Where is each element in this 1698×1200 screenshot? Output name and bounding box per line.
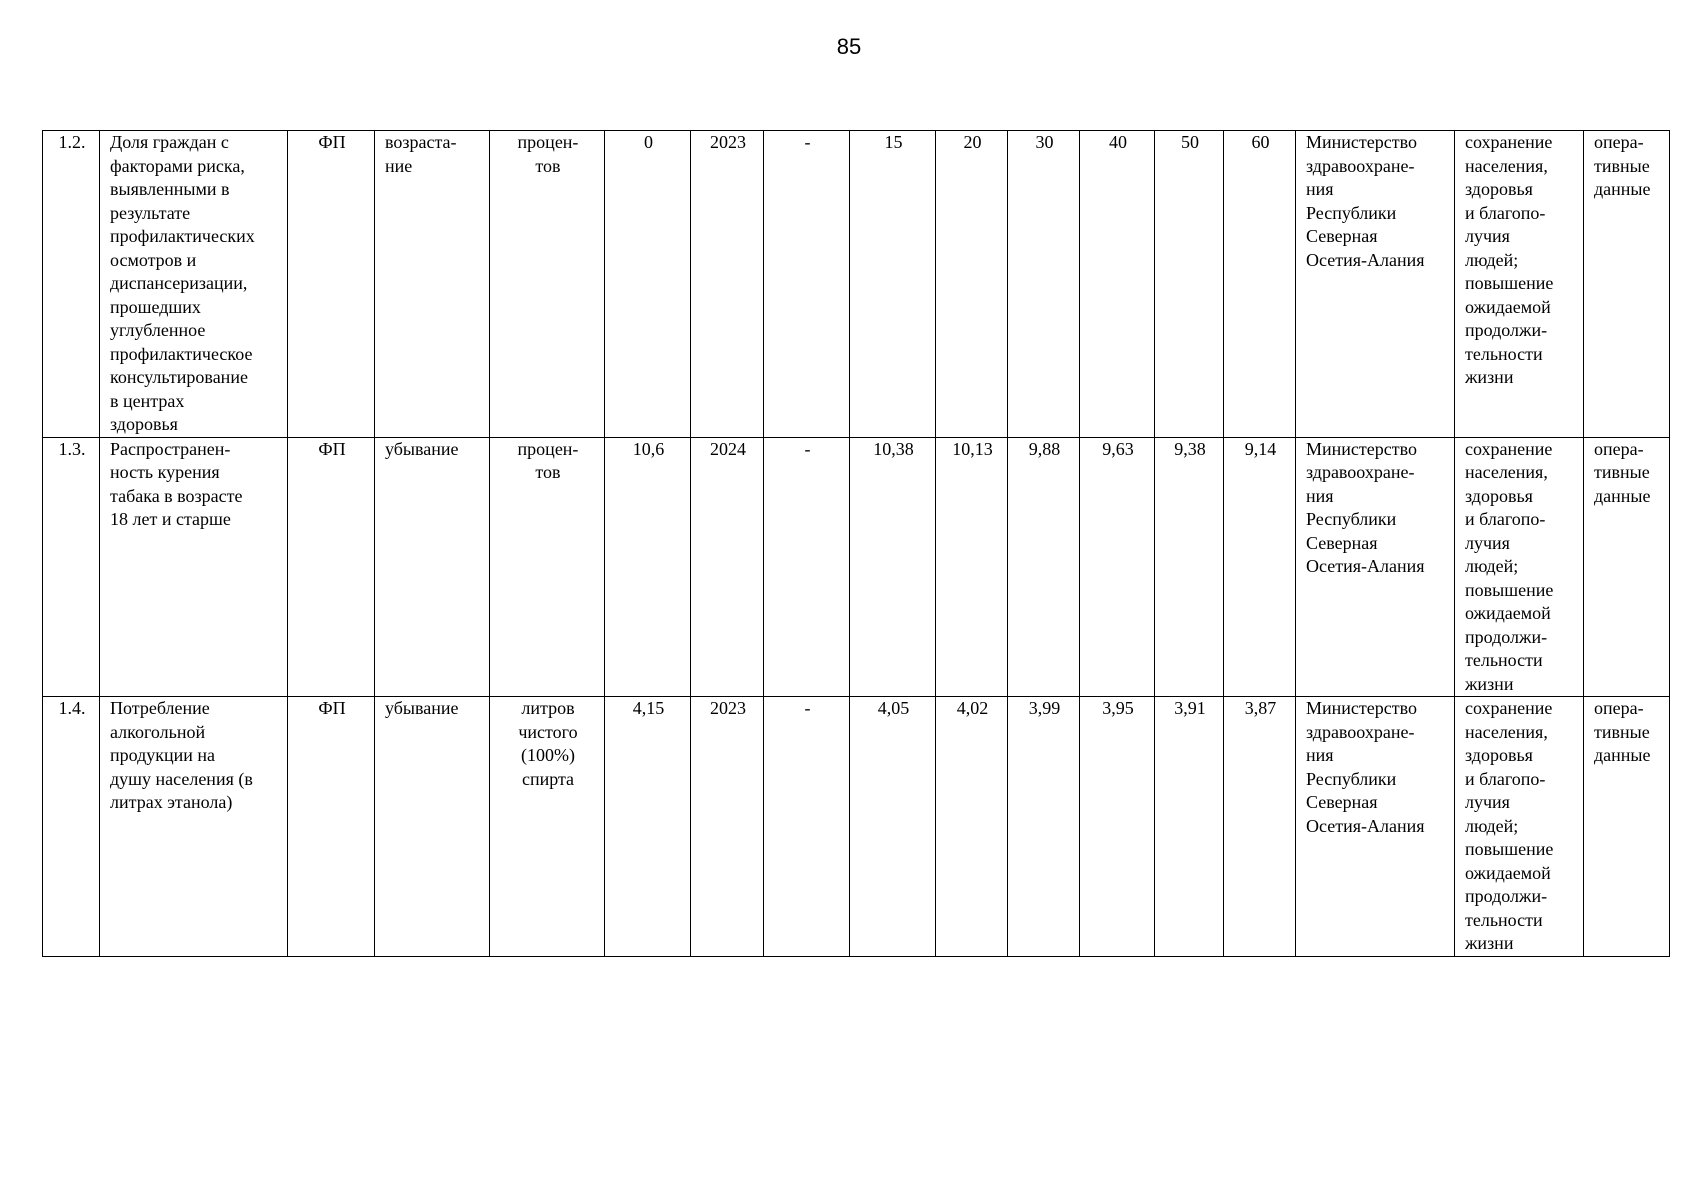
cell-responsible-line: Северная	[1306, 532, 1378, 553]
cell-responsible-line: Министерство	[1306, 698, 1417, 718]
cell-direction-line: ние	[385, 155, 413, 176]
cell-goal-line: лучия	[1465, 532, 1510, 553]
cell-value-2030: 9,14	[1224, 437, 1296, 697]
cell-responsible-line: Осетия-Алания	[1306, 556, 1425, 576]
cell-info-system-line: тивные	[1594, 721, 1650, 742]
cell-level: ФП	[288, 131, 375, 438]
cell-value-2024: -	[764, 697, 850, 957]
cell-responsible-line: Осетия-Алания	[1306, 815, 1425, 836]
cell-indicator-name-line: продукции на	[110, 745, 216, 765]
cell-goal-line: продолжи-	[1465, 886, 1548, 906]
cell-info-system-line: данные	[1594, 179, 1651, 199]
cell-indicator-name-line: литрах этанола)	[110, 792, 233, 812]
cell-value-2025: 4,05	[850, 697, 936, 957]
cell-base-year: 2023	[691, 697, 764, 957]
cell-info-system-line: опера-	[1594, 132, 1644, 152]
cell-direction	[375, 437, 490, 697]
cell-base-value: 4,15	[605, 697, 691, 957]
page-number: 85	[836, 34, 862, 59]
cell-info-system-line: тивные	[1594, 462, 1650, 482]
cell-goal-line: жизни	[1465, 367, 1514, 387]
cell-indicator-name-line: осмотров и	[110, 249, 197, 270]
cell-goal-line: продолжи-	[1465, 320, 1548, 340]
cell-value-2027: 3,99	[1008, 697, 1080, 957]
cell-indicator-name-line: алкогольной	[110, 721, 206, 742]
cell-responsible-line: Министерство	[1306, 438, 1417, 459]
cell-value-2028: 3,95	[1080, 697, 1155, 957]
cell-value-2029: 9,38	[1155, 437, 1224, 697]
cell-goal-line: здоровья	[1465, 485, 1533, 506]
cell-goal-line: тельности	[1465, 909, 1543, 930]
cell-goal-line: людей;	[1465, 249, 1519, 270]
cell-indicator-name-line: консультирование	[110, 367, 248, 387]
cell-indicator-name-line: выявленными в	[110, 179, 230, 199]
cell-responsible	[1296, 131, 1455, 438]
cell-value-2025: 15	[850, 131, 936, 438]
cell-goal-line: лучия	[1465, 226, 1510, 246]
cell-indicator-name-line: здоровья	[110, 414, 178, 434]
cell-goal-line: здоровья	[1465, 745, 1533, 765]
cell-info-system	[1584, 131, 1670, 438]
cell-goal-line: сохранение	[1465, 698, 1553, 718]
cell-goal-line: лучия	[1465, 792, 1510, 812]
cell-goal-line: повышение	[1465, 579, 1554, 600]
cell-direction	[375, 131, 490, 438]
cell-unit	[490, 131, 605, 438]
cell-value-2027: 9,88	[1008, 437, 1080, 697]
cell-value-2024: -	[764, 437, 850, 697]
cell-value-2026: 10,13	[936, 437, 1008, 697]
cell-info-system-line: тивные	[1594, 155, 1650, 176]
cell-number: 1.4.	[43, 697, 100, 957]
cell-value-2029: 50	[1155, 131, 1224, 438]
table-row	[43, 697, 1670, 957]
cell-info-system-line: опера-	[1594, 698, 1644, 718]
cell-indicator-name-line: табака в возрасте	[110, 485, 243, 506]
cell-unit	[490, 437, 605, 697]
table-row	[43, 437, 1670, 697]
cell-responsible-line: ния	[1306, 179, 1334, 199]
cell-unit-line: (100%)	[521, 745, 575, 765]
indicators-table	[42, 130, 1670, 957]
cell-responsible	[1296, 697, 1455, 957]
cell-goal-line: жизни	[1465, 933, 1514, 953]
cell-responsible-line: здравоохране-	[1306, 462, 1415, 482]
cell-unit-line: спирта	[521, 768, 575, 789]
cell-goal	[1455, 697, 1584, 957]
cell-info-system	[1584, 697, 1670, 957]
cell-goal	[1455, 437, 1584, 697]
cell-value-2025: 10,38	[850, 437, 936, 697]
cell-value-2026: 4,02	[936, 697, 1008, 957]
cell-responsible-line: Северная	[1306, 792, 1378, 812]
cell-indicator-name-line: в центрах	[110, 390, 185, 411]
cell-indicator-name-line: профилактическое	[110, 343, 253, 364]
cell-indicator-name-line: углубленное	[110, 320, 206, 340]
cell-responsible-line: Республики	[1306, 509, 1397, 529]
cell-goal-line: жизни	[1465, 673, 1514, 694]
cell-unit-line: процен-	[517, 132, 579, 152]
cell-direction-line: возраста-	[385, 132, 457, 152]
cell-goal-line: ожидаемой	[1465, 296, 1551, 317]
cell-goal-line: продолжи-	[1465, 626, 1548, 647]
cell-responsible-line: ния	[1306, 485, 1334, 506]
cell-indicator-name-line: факторами риска,	[110, 155, 245, 176]
cell-direction-line: убывание	[385, 438, 459, 459]
cell-info-system-line: опера-	[1594, 438, 1644, 459]
cell-indicator-name-line: 18 лет и старше	[110, 509, 231, 529]
cell-responsible-line: Республики	[1306, 768, 1397, 789]
cell-base-year: 2024	[691, 437, 764, 697]
cell-unit-line: процен-	[517, 438, 579, 459]
cell-value-2028: 9,63	[1080, 437, 1155, 697]
cell-base-value: 10,6	[605, 437, 691, 697]
cell-indicator-name-line: ность курения	[110, 462, 220, 482]
cell-value-2027: 30	[1008, 131, 1080, 438]
cell-goal-line: сохранение	[1465, 132, 1553, 152]
cell-responsible-line: Министерство	[1306, 132, 1417, 152]
cell-indicator-name-line: Доля граждан с	[110, 132, 229, 152]
cell-indicator-name-line: Потребление	[110, 698, 210, 718]
cell-goal-line: и благопо-	[1465, 768, 1546, 789]
cell-indicator-name-line: диспансеризации,	[110, 273, 248, 293]
cell-responsible-line: ния	[1306, 745, 1334, 765]
cell-unit-line: чистого	[518, 721, 578, 742]
cell-number: 1.2.	[43, 131, 100, 438]
table-row	[43, 131, 1670, 438]
cell-indicator-name-line: Распространен-	[110, 438, 231, 459]
cell-goal-line: людей;	[1465, 556, 1519, 576]
cell-responsible-line: здравоохране-	[1306, 721, 1415, 742]
cell-info-system	[1584, 437, 1670, 697]
cell-value-2026: 20	[936, 131, 1008, 438]
cell-goal-line: населения,	[1465, 721, 1548, 742]
cell-value-2029: 3,91	[1155, 697, 1224, 957]
cell-goal-line: здоровья	[1465, 179, 1533, 199]
cell-value-2030: 3,87	[1224, 697, 1296, 957]
cell-info-system-line: данные	[1594, 745, 1651, 765]
cell-unit	[490, 697, 605, 957]
cell-goal	[1455, 131, 1584, 438]
cell-goal-line: населения,	[1465, 155, 1548, 176]
cell-responsible	[1296, 437, 1455, 697]
cell-value-2030: 60	[1224, 131, 1296, 438]
cell-unit-line: тов	[535, 462, 561, 482]
cell-indicator-name-line: прошедших	[110, 296, 201, 317]
cell-base-year: 2023	[691, 131, 764, 438]
cell-goal-line: повышение	[1465, 273, 1554, 293]
cell-level: ФП	[288, 437, 375, 697]
cell-indicator-name-line: душу населения (в	[110, 768, 253, 789]
cell-value-2028: 40	[1080, 131, 1155, 438]
cell-goal-line: тельности	[1465, 650, 1543, 670]
cell-number: 1.3.	[43, 437, 100, 697]
cell-base-value: 0	[605, 131, 691, 438]
cell-goal-line: населения,	[1465, 462, 1548, 482]
cell-goal-line: ожидаемой	[1465, 603, 1551, 623]
cell-unit-line: литров	[521, 698, 575, 718]
cell-indicator-name	[100, 697, 288, 957]
cell-unit-line: тов	[535, 155, 561, 176]
cell-responsible-line: Осетия-Алания	[1306, 249, 1425, 270]
cell-goal-line: повышение	[1465, 839, 1554, 859]
cell-responsible-line: Северная	[1306, 226, 1378, 246]
cell-goal-line: тельности	[1465, 343, 1543, 364]
cell-responsible-line: здравоохране-	[1306, 155, 1415, 176]
cell-goal-line: сохранение	[1465, 438, 1553, 459]
cell-indicator-name	[100, 131, 288, 438]
cell-goal-line: и благопо-	[1465, 509, 1546, 529]
cell-info-system-line: данные	[1594, 485, 1651, 506]
cell-indicator-name-line: результате	[110, 202, 191, 223]
cell-responsible-line: Республики	[1306, 202, 1397, 223]
cell-indicator-name	[100, 437, 288, 697]
cell-indicator-name-line: профилактических	[110, 226, 255, 246]
cell-goal-line: и благопо-	[1465, 202, 1546, 223]
cell-goal-line: людей;	[1465, 815, 1519, 836]
cell-value-2024: -	[764, 131, 850, 438]
cell-direction-line: убывание	[385, 698, 459, 718]
cell-direction	[375, 697, 490, 957]
cell-goal-line: ожидаемой	[1465, 862, 1551, 883]
cell-level: ФП	[288, 697, 375, 957]
